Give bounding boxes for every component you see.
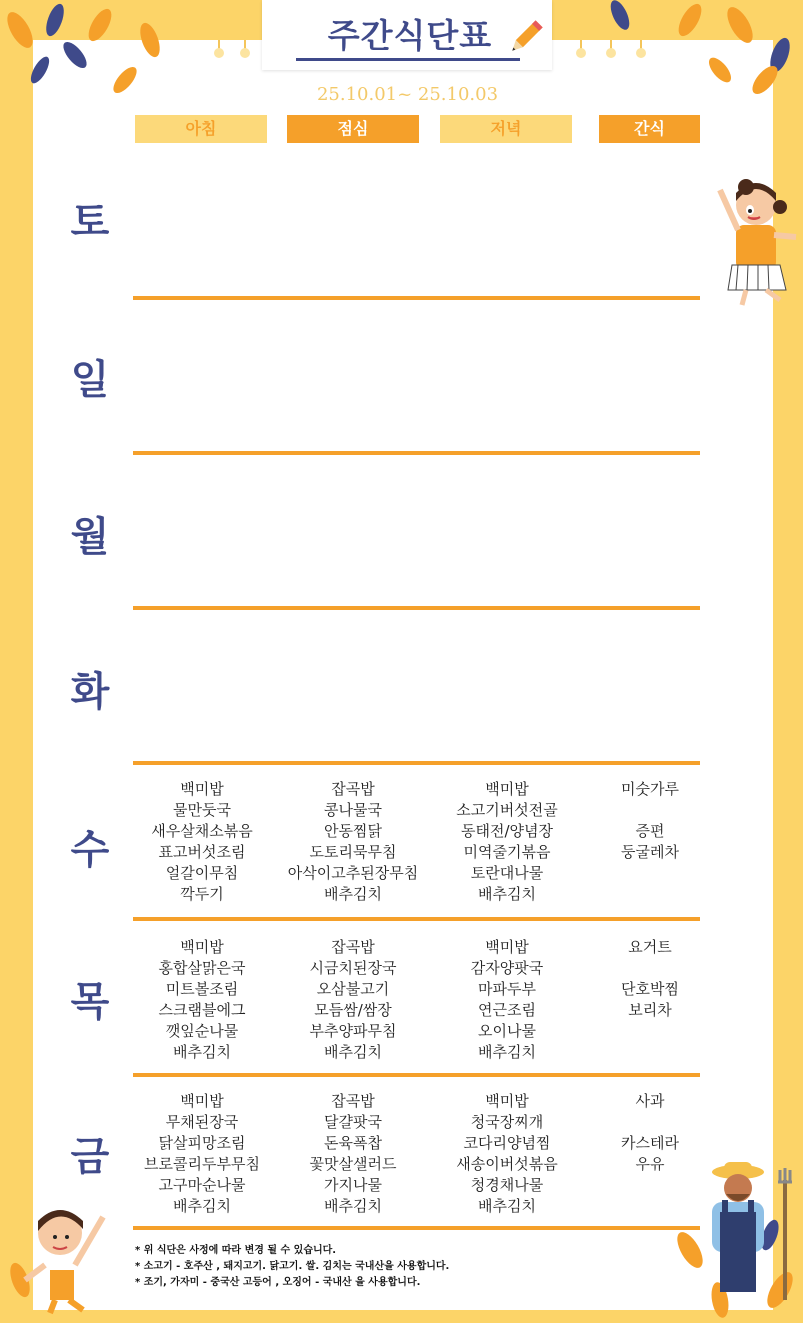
menu-item: 미역줄기볶음 <box>463 843 551 861</box>
menu-item: 무채된장국 <box>165 1113 239 1131</box>
menu-item: 배추김치 <box>324 1197 382 1215</box>
day-label-fri: 금 <box>70 1134 110 1180</box>
menu-item: 새우살채소볶음 <box>151 822 253 840</box>
banner-pin <box>636 48 646 58</box>
menu-fri-lunch <box>278 1091 428 1217</box>
menu-item: 부추양파무침 <box>309 1022 397 1040</box>
menu-item: 배추김치 <box>324 885 382 903</box>
meal-header-lunch: 점심 <box>287 115 419 143</box>
menu-item: 토란대나물 <box>470 864 544 882</box>
menu-item: 깻잎순나물 <box>165 1022 239 1040</box>
menu-item <box>575 884 725 905</box>
pencil-icon <box>505 18 545 58</box>
menu-item: 닭살피망조림 <box>158 1134 246 1152</box>
day-label-wed: 수 <box>70 827 110 873</box>
menu-wed-snack <box>575 779 725 905</box>
menu-thu-breakfast <box>127 937 277 1063</box>
menu-item: 도토리묵무침 <box>309 843 397 861</box>
menu-item: 우유 <box>635 1155 665 1173</box>
day-label-tue: 화 <box>70 669 110 715</box>
menu-item: 아삭이고추된장무침 <box>287 864 419 882</box>
menu-item: 깍두기 <box>180 885 224 903</box>
menu-item: 시금치된장국 <box>309 959 397 977</box>
menu-item: 미트볼조림 <box>165 980 239 998</box>
menu-item: 요거트 <box>628 938 672 956</box>
menu-item: 고구마순나물 <box>158 1176 246 1194</box>
menu-item: 카스테라 <box>621 1134 679 1152</box>
day-label-mon: 월 <box>70 514 110 560</box>
menu-item: 모듬쌈/쌈장 <box>314 1001 392 1019</box>
menu-item: 표고버섯조림 <box>158 843 246 861</box>
meal-header-snack: 간식 <box>599 115 700 143</box>
menu-item: 백미밥 <box>485 780 529 798</box>
menu-item: 백미밥 <box>485 1092 529 1110</box>
banner-pin <box>240 48 250 58</box>
menu-item: 잡곡밥 <box>331 938 375 956</box>
menu-item: 잡곡밥 <box>331 780 375 798</box>
row-divider <box>133 1226 700 1230</box>
leaf-decoration-top-right <box>600 0 803 110</box>
menu-item: 가지나물 <box>324 1176 382 1194</box>
menu-item: 돈육폭찹 <box>324 1134 382 1152</box>
menu-item: 달걀팟국 <box>324 1113 382 1131</box>
menu-item: 증편 <box>635 822 665 840</box>
menu-item: 오삼불고기 <box>316 980 390 998</box>
banner-pin <box>576 48 586 58</box>
menu-item: 미숫가루 <box>621 780 679 798</box>
menu-item: 물만둣국 <box>173 801 231 819</box>
menu-wed-lunch <box>278 779 428 905</box>
menu-item <box>575 1042 725 1063</box>
menu-item: 새송이버섯볶음 <box>456 1155 558 1173</box>
menu-item: 안동찜닭 <box>324 822 382 840</box>
menu-item: 백미밥 <box>180 938 224 956</box>
page-title: 주간식단표 <box>327 16 493 55</box>
menu-item <box>575 800 725 821</box>
menu-thu-lunch <box>278 937 428 1063</box>
menu-item: 소고기버섯전골 <box>456 801 558 819</box>
menu-wed-breakfast <box>127 779 277 905</box>
menu-fri-breakfast <box>127 1091 277 1217</box>
menu-item: 백미밥 <box>485 938 529 956</box>
menu-item <box>575 958 725 979</box>
footnotes <box>135 1243 449 1291</box>
row-divider <box>133 1073 700 1077</box>
menu-item: 브로콜리두부무침 <box>144 1155 260 1173</box>
menu-item <box>575 1021 725 1042</box>
menu-item: 홍합살맑은국 <box>158 959 246 977</box>
row-divider <box>133 451 700 455</box>
banner-pin <box>214 48 224 58</box>
menu-item: 오이나물 <box>478 1022 536 1040</box>
menu-item: 보리차 <box>628 1001 672 1019</box>
menu-item: 얼갈이무침 <box>165 864 239 882</box>
menu-item <box>575 863 725 884</box>
meal-header-breakfast: 아침 <box>135 115 267 143</box>
menu-item: 마파두부 <box>478 980 536 998</box>
footnote: * 소고기 - 호주산 , 돼지고기. 닭고기. 쌀. 김치는 국내산을 사용합니다. <box>135 1261 450 1272</box>
title-underline <box>296 58 520 61</box>
footnote: * 조기, 가자미 - 중국산 고등어 , 오징어 - 국내산 을 사용합니다. <box>135 1277 421 1288</box>
row-divider <box>133 917 700 921</box>
row-divider <box>133 606 700 610</box>
menu-item: 감자양팟국 <box>470 959 544 977</box>
menu-item: 청경채나물 <box>470 1176 544 1194</box>
girl-illustration <box>708 165 803 310</box>
banner-pin <box>606 48 616 58</box>
menu-item: 배추김치 <box>478 1197 536 1215</box>
menu-item: 청국장찌개 <box>470 1113 544 1131</box>
menu-item: 배추김치 <box>478 885 536 903</box>
menu-item: 코다리양념찜 <box>463 1134 551 1152</box>
menu-item: 꽃맛살샐러드 <box>309 1155 397 1173</box>
menu-item: 백미밥 <box>180 780 224 798</box>
menu-item: 콩나물국 <box>324 801 382 819</box>
menu-item: 사과 <box>635 1092 665 1110</box>
menu-thu-snack <box>575 937 725 1063</box>
date-range: 25.10.01~ 25.10.03 <box>316 84 499 105</box>
menu-item: 동태전/양념장 <box>461 822 553 840</box>
day-label-thu: 목 <box>70 979 110 1025</box>
menu-item: 배추김치 <box>173 1197 231 1215</box>
menu-item: 배추김치 <box>478 1043 536 1061</box>
menu-item <box>575 1112 725 1133</box>
leaf-decoration-top-left <box>0 0 180 110</box>
menu-item: 단호박찜 <box>621 980 679 998</box>
menu-item: 배추김치 <box>324 1043 382 1061</box>
menu-thu-dinner <box>432 937 582 1063</box>
menu-item: 배추김치 <box>173 1043 231 1061</box>
menu-item: 백미밥 <box>180 1092 224 1110</box>
menu-item: 연근조림 <box>478 1001 536 1019</box>
menu-fri-dinner <box>432 1091 582 1217</box>
row-divider <box>133 761 700 765</box>
footnote: * 위 식단은 사정에 따라 변경 될 수 있습니다. <box>135 1245 337 1256</box>
day-label-sun: 일 <box>70 357 110 403</box>
boy-illustration <box>5 1195 115 1315</box>
menu-item: 잡곡밥 <box>331 1092 375 1110</box>
menu-wed-dinner <box>432 779 582 905</box>
farmer-illustration <box>700 1160 803 1310</box>
menu-item: 스크램블에그 <box>158 1001 246 1019</box>
menu-item: 둥굴레차 <box>621 843 679 861</box>
meal-header-dinner: 저녁 <box>440 115 572 143</box>
day-label-sat: 토 <box>70 199 110 245</box>
row-divider <box>133 296 700 300</box>
